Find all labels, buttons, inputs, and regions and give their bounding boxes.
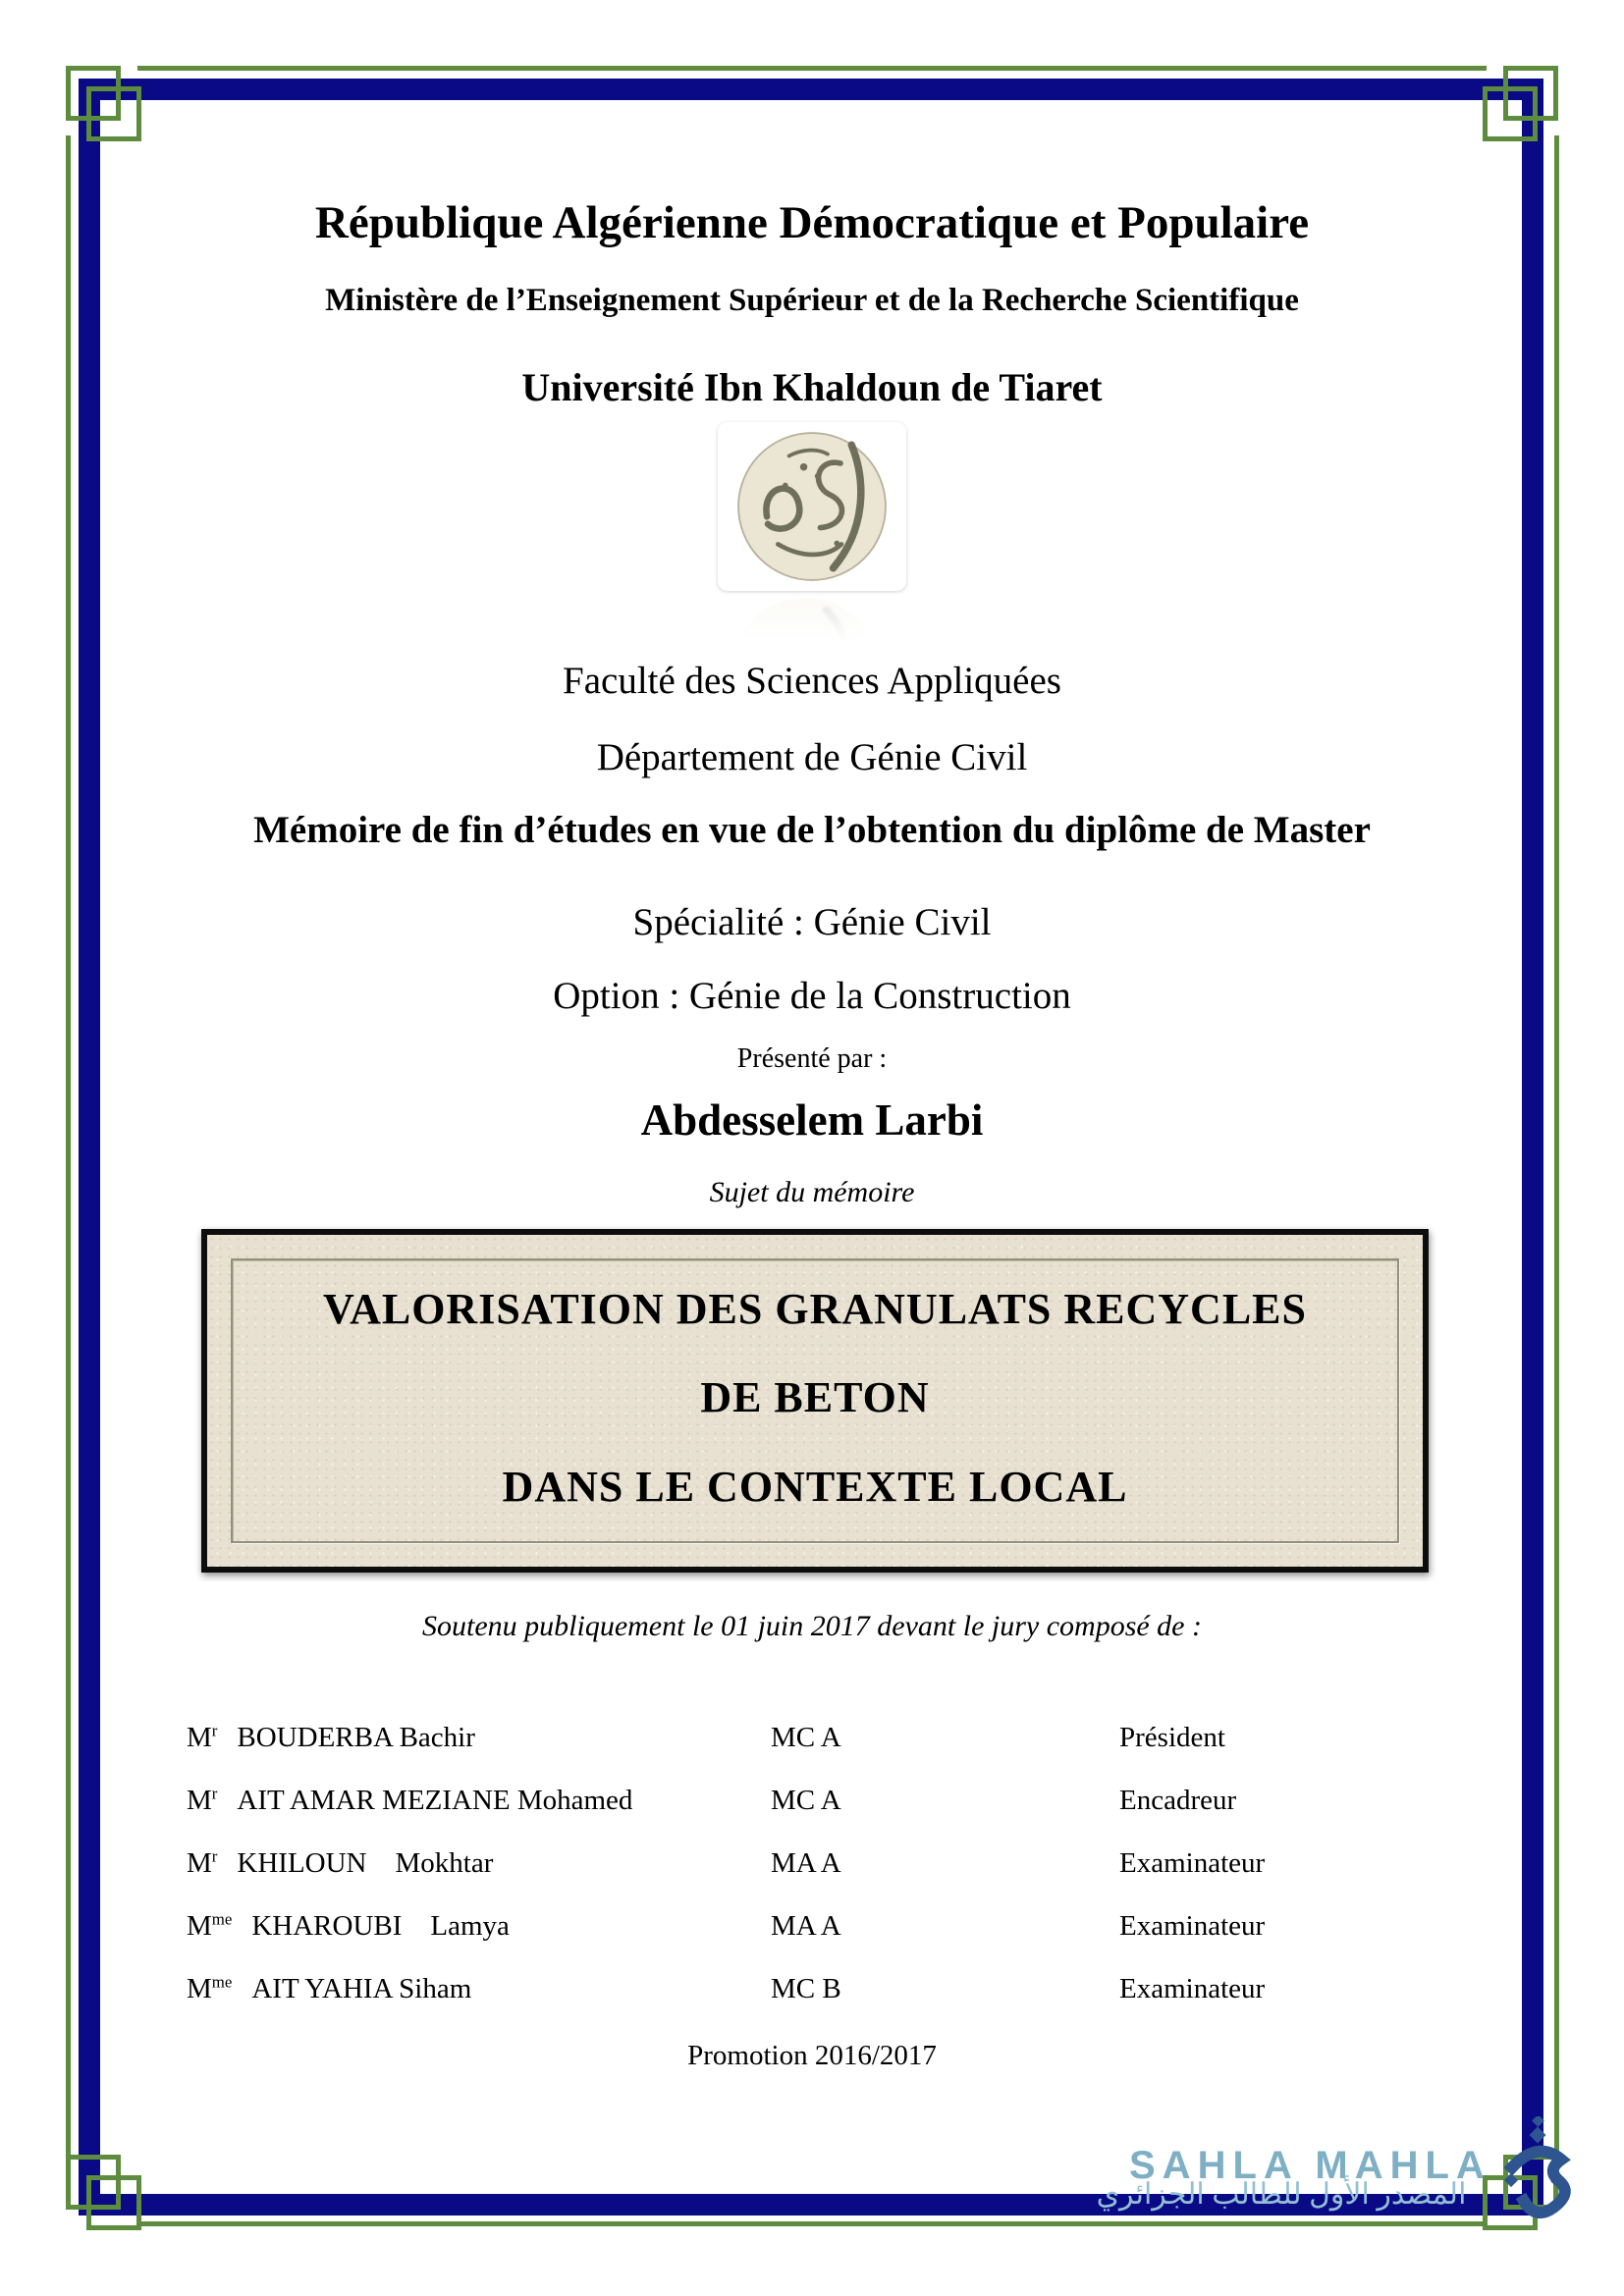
jury-table (187, 1706, 1526, 2020)
university-title: Université Ibn Khaldoun de Tiaret (521, 365, 1103, 409)
jury-member-role: Encadreur (1119, 1784, 1237, 1816)
defense-announcement: Soutenu publiquement le 01 juin 2017 devant le jury composé de : (422, 1610, 1202, 1642)
subject-title-line3: DANS LE CONTEXTE LOCAL (502, 1462, 1128, 1511)
jury-member-role: Examinateur (1119, 1846, 1266, 1879)
faculty-line: Faculté des Sciences Appliquées (563, 660, 1061, 702)
university-seal-logo (718, 422, 906, 650)
page-border-green-top (137, 66, 1487, 71)
jury-member-grade: MC A (771, 1784, 841, 1816)
author-name: Abdesselem Larbi (640, 1095, 984, 1145)
page-border-green-right (1554, 135, 1559, 2158)
university-seal-reflection (718, 593, 906, 650)
jury-member-name: $M^r$ KHILOUN Mokhtar (187, 1846, 494, 1879)
subject-title-line2: DE BETON (700, 1373, 930, 1422)
republic-title: République Algérienne Démocratique et Populaire (314, 197, 1310, 248)
jury-row (187, 1769, 1526, 1832)
department-line: Département de Génie Civil (596, 736, 1028, 778)
corner-ornament-top-right (1483, 86, 1538, 141)
watermark-brand: SAHLA MAHLA (1129, 2144, 1491, 2187)
subject-title-box (201, 1229, 1429, 1573)
jury-member-role: Examinateur (1119, 1972, 1266, 2004)
subject-title-line1: VALORISATION DES GRANULATS RECYCLES (322, 1285, 1307, 1333)
page-border-green-bottom (137, 2221, 1487, 2226)
jury-row (187, 1832, 1526, 1895)
option-line: Option : Génie de la Construction (553, 975, 1071, 1017)
jury-row (187, 1706, 1526, 1769)
corner-ornament-bottom-left (86, 2175, 141, 2230)
sahla-mahla-logo-icon (1498, 2116, 1577, 2224)
ministry-title: Ministère de l’Enseignement Supérieur et de la Recherche Scientifique (325, 283, 1299, 318)
jury-member-role: Examinateur (1119, 1909, 1266, 1942)
university-seal-card (718, 422, 906, 591)
jury-member-name: $M^{me}$ KHAROUBI Lamya (187, 1909, 510, 1942)
jury-member-name: $M^r$ AIT AMAR MEZIANE Mohamed (187, 1784, 633, 1816)
jury-member-name: $M^{me}$ AIT YAHIA Siham (187, 1972, 472, 2004)
page-border-green-left (66, 135, 71, 2158)
subject-label: Sujet du mémoire (709, 1176, 915, 1208)
university-seal-icon (725, 428, 899, 585)
jury-member-grade: MA A (771, 1846, 841, 1879)
degree-line: Mémoire de fin d’études en vue de l’obtention du diplôme de Master (253, 809, 1371, 851)
jury-member-grade: MA A (771, 1909, 841, 1942)
jury-member-grade: MC A (771, 1721, 841, 1753)
specialty-line: Spécialité : Génie Civil (632, 901, 992, 943)
watermark-tagline-arabic: المصدر الأول للطالب الجزائري (1096, 2178, 1467, 2211)
jury-row (187, 1957, 1526, 2020)
corner-ornament-top-left (86, 86, 141, 141)
jury-member-grade: MC B (771, 1972, 841, 2004)
jury-member-name: $M^r$ BOUDERBA Bachir (187, 1721, 475, 1753)
promotion-line: Promotion 2016/2017 (687, 2040, 937, 2071)
jury-member-role: Président (1119, 1721, 1225, 1753)
jury-row (187, 1895, 1526, 1957)
presented-by-label: Présenté par : (736, 1043, 888, 1074)
